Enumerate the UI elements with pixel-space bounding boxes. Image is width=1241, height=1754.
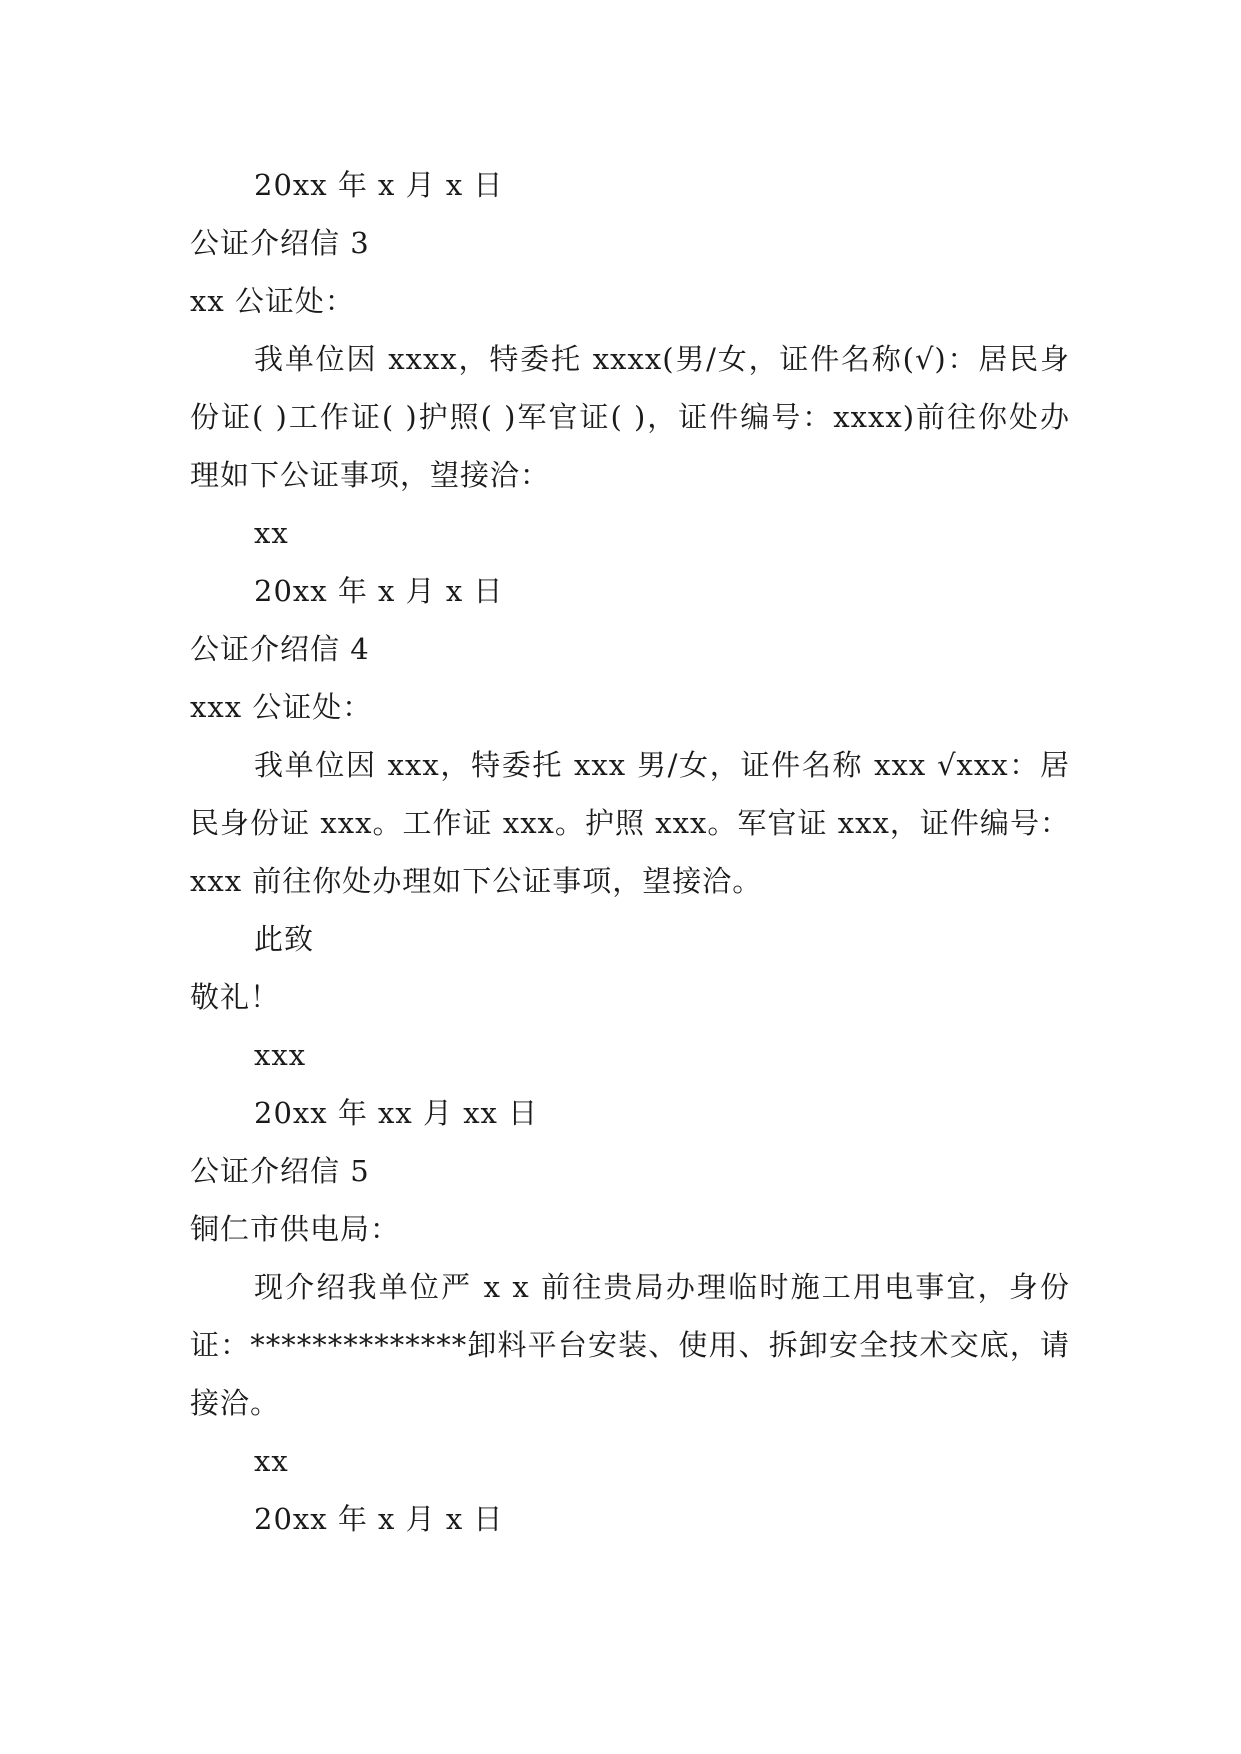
- letter-title: 公证介绍信 5: [190, 1154, 370, 1188]
- letter-paragraph: 我单位因 xxx，特委托 xxx 男/女，证件名称 xxx √xxx：居民身份证 xxx。工作证 xxx。护照 xxx。军官证 xxx，证件编号：xxx 前往你处办理如下公证事项，望接洽。: [190, 748, 1070, 898]
- addressee: 铜仁市供电局：: [190, 1212, 401, 1246]
- signature-line: xxx: [254, 1038, 307, 1072]
- letter-paragraph: 现介绍我单位严 x x 前往贵局办理临时施工用电事宜，身份证：**************卸料平台安装、使用、拆卸安全技术交底，请接洽。: [190, 1270, 1070, 1420]
- letter-title: 公证介绍信 4: [190, 632, 370, 666]
- closing-line: 此致: [254, 922, 315, 956]
- letter-title: 公证介绍信 3: [190, 226, 370, 260]
- signature-line: xx: [254, 1444, 289, 1478]
- salutation-line: 敬礼！: [190, 980, 281, 1014]
- letter-paragraph: 我单位因 xxxx，特委托 xxxx(男/女，证件名称(√)：居民身份证( )工作证( )护照( )军官证( )，证件编号：xxxx)前往你处办理如下公证事项，望接洽：: [190, 342, 1070, 492]
- date-line: 20xx 年 xx 月 xx 日: [254, 1096, 539, 1130]
- signature-line: xx: [254, 516, 289, 550]
- addressee: xxx 公证处：: [190, 690, 373, 724]
- addressee: xx 公证处：: [190, 284, 355, 318]
- date-line: 20xx 年 x 月 x 日: [254, 574, 504, 608]
- date-line: 20xx 年 x 月 x 日: [254, 1502, 504, 1536]
- date-line: 20xx 年 x 月 x 日: [254, 168, 504, 202]
- document-body: [190, 156, 1070, 1548]
